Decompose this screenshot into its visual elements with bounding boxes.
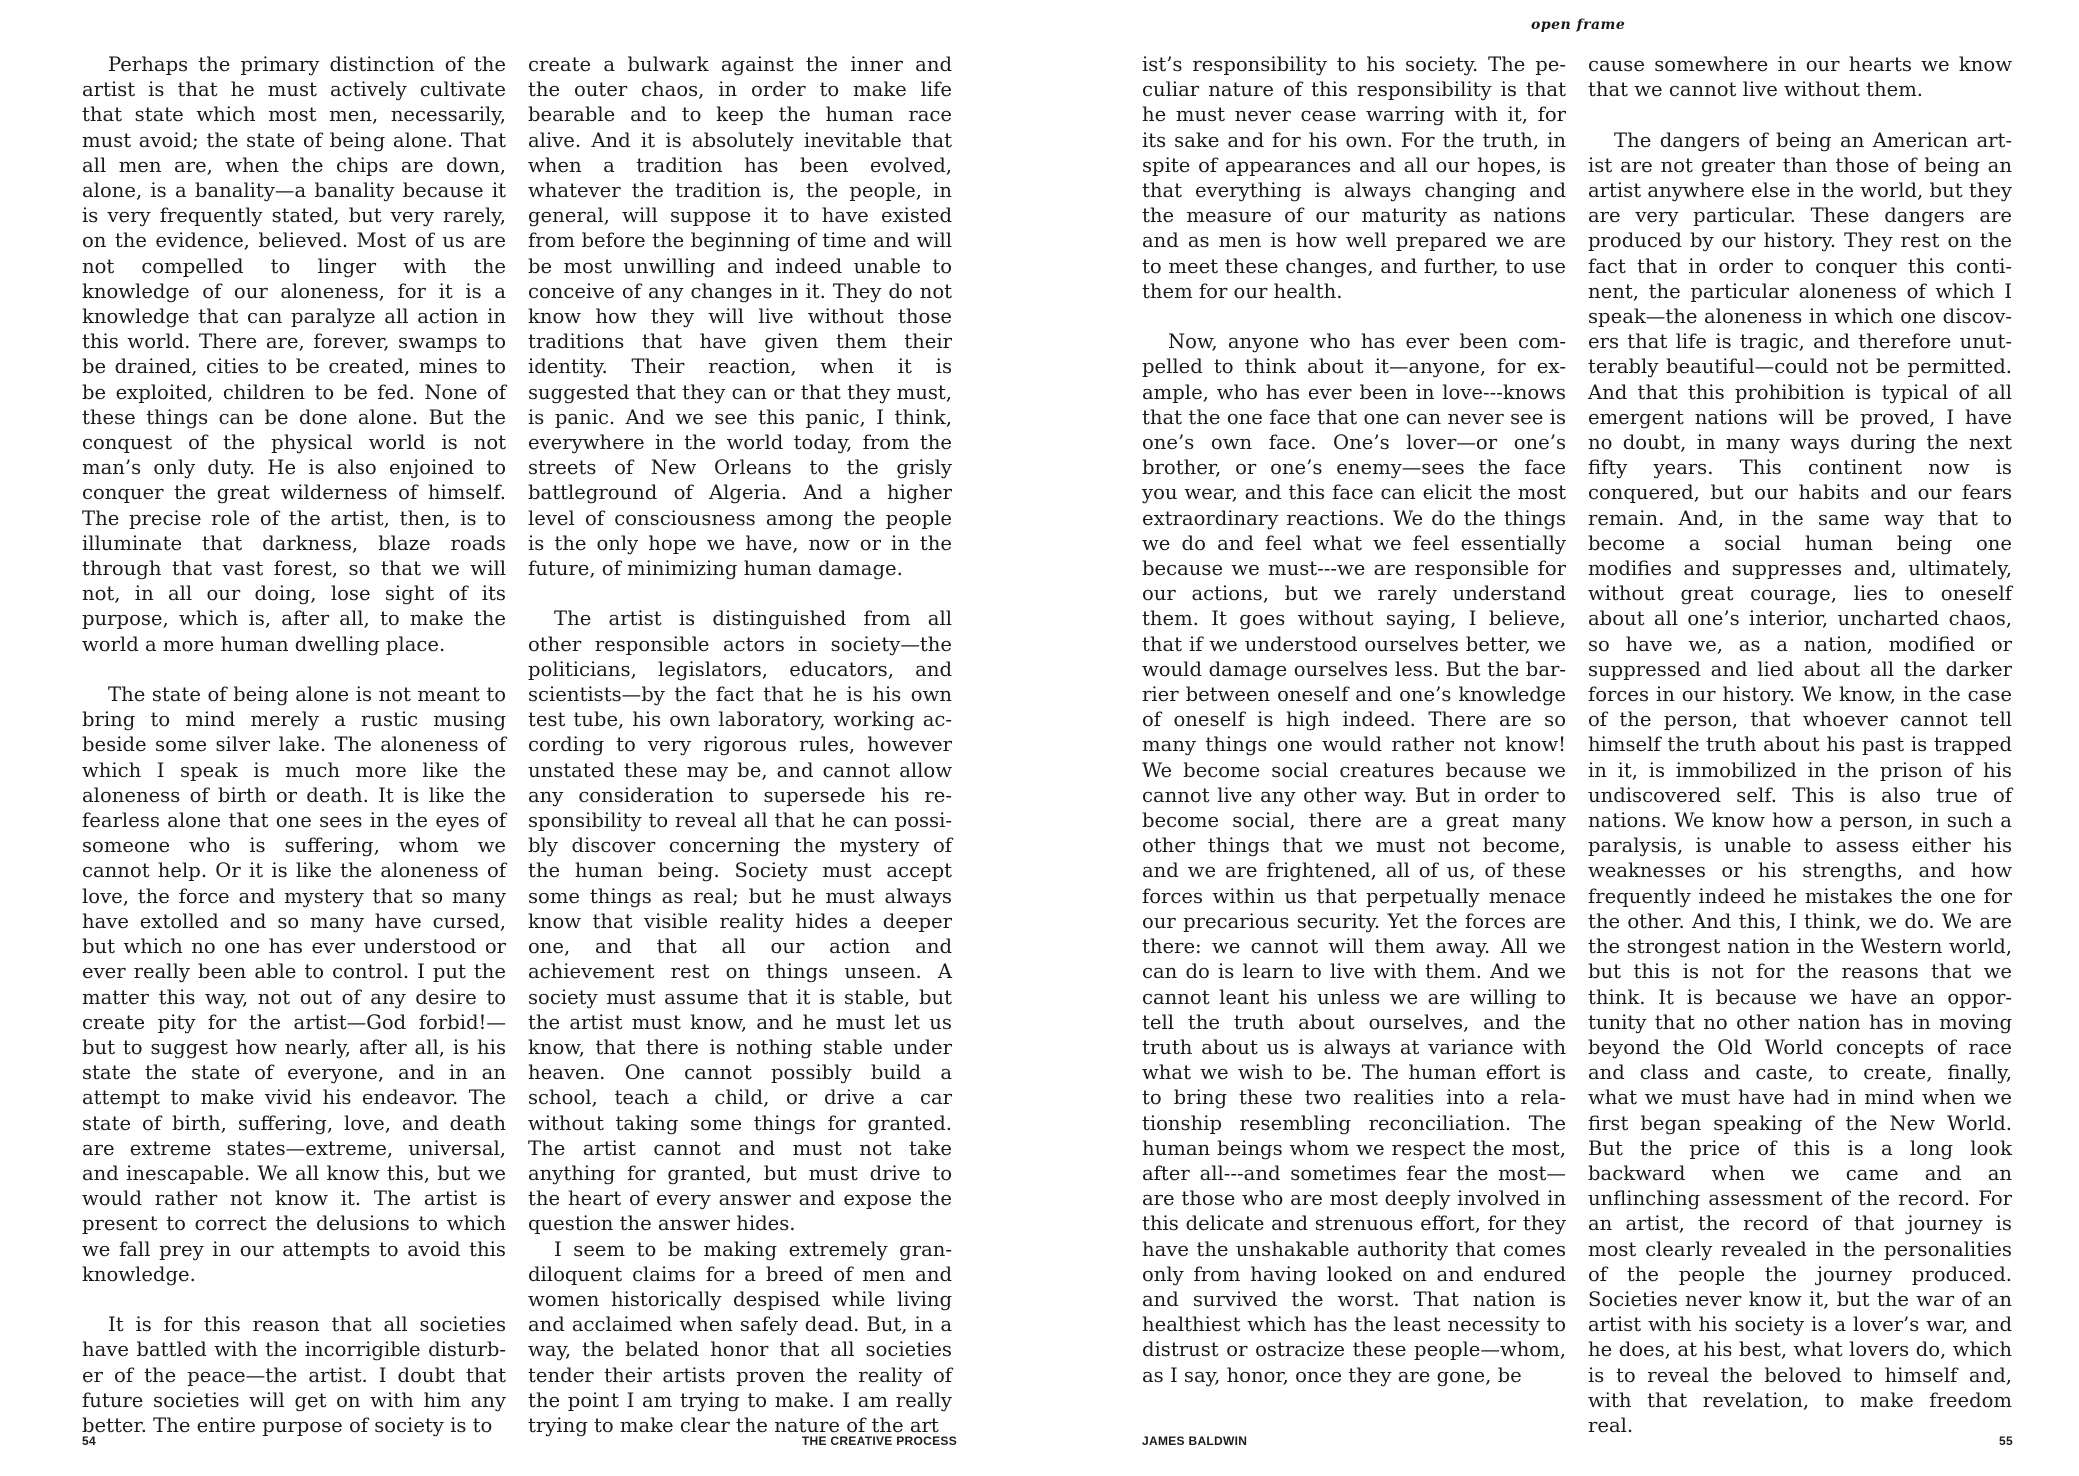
paragraph: ist’s responsibility to his society. The peculiar nature of this responsibility is that he must never cease warring with it, for its sake and for his own. For the truth, in spite of appearances and all our hopes, is that everything is always changing and the measure of our maturity as nations and as men is how well prepared we are to meet these changes, and further, to use them for our health.: [1142, 53, 1566, 303]
paragraph: create a bulwark against the inner and the outer chaos, in order to make life bearable and to keep the human race alive. And it is absolutely inevitable that when a tradition has been evolved, whatever the tradition is, the people, in general, will suppose it to have existed from before the beginning of time and will be most unwilling and indeed unable to conceive of any changes in it. They do not know how they will live without those traditions that have given them their identity. Their reaction, when it is suggested that they can or that they must, is panic. And we see this panic, I think, everywhere in the world today, from the streets of New Orleans to the grisly battleground of Algeria. And a higher level of consciousness among the people is the only hope we have, now or in the future, of minimizing human damage.: [528, 53, 952, 581]
page-number-left: 54: [82, 1434, 96, 1448]
running-title: THE CREATIVE PROCESS: [801, 1434, 957, 1448]
paragraph: Perhaps the primary distinction of the artist is that he must actively cultivate that state which most men, necessarily, must avoid; the state of being alone. That all men are, when the chips are down, alone, is a banality—a banality because it is very frequently stated, but very rarely, on the evidence, believed. Most of us are not compelled to linger with the knowledge of our aloneness, for it is a knowledge that can paralyze all action in this world. There are, forever, swamps to be drained, cities to be created, mines to be exploited, children to be fed. None of these things can be done alone. But the conquest of the physical world is not man’s only duty. He is also enjoined to conquer the great wilderness of himself. The precise role of the artist, then, is to illuminate that darkness, blaze roads through that vast forest, so that we will not, in all our doing, lose sight of its purpose, which is, after all, to make the world a more human dwelling place.: [82, 53, 506, 656]
left-page: [0, 0, 1039, 1476]
right-page: [1040, 0, 2079, 1476]
text-column-1: [82, 52, 506, 1438]
paragraph: I seem to be making extremely grandiloquent claims for a breed of men and women historically despised while living and acclaimed when safely dead. But, in a way, the belated honor that all societies tender their artists proven the reality of the point I am trying to make. I am really trying to make clear the nature of the art: [528, 1237, 952, 1437]
paragraph: cause somewhere in our hearts we know that we cannot live without them.: [1588, 53, 2012, 102]
section-header: open frame: [1531, 17, 1626, 33]
paragraph: The artist is distinguished from all other responsible actors in society—the politicians, legislators, educators, and scientists—by the fact that he is his own test tube, his own laboratory, working according to very rigorous rules, however unstated these may be, and cannot allow any consideration to supersede his responsibility to reveal all that he can possibly discover concerning the mystery of the human being. Society must accept some things as real; but he must always know that visible reality hides a deeper one, and that all our action and achievement rest on things unseen. A society must assume that it is stable, but the artist must know, and he must let us know, that there is nothing stable under heaven. One cannot possibly build a school, teach a child, or drive a car without taking some things for granted. The artist cannot and must not take anything for granted, but must drive to the heart of every answer and expose the question the answer hides.: [528, 607, 952, 1236]
text-column-2: [528, 52, 952, 1438]
text-column-4: [1588, 52, 2012, 1438]
page-number-right: 55: [1999, 1434, 2013, 1448]
paragraph: The state of being alone is not meant to bring to mind merely a rustic musing beside some silver lake. The aloneness of which I speak is much more like the aloneness of birth or death. It is like the fearless alone that one sees in the eyes of someone who is suffering, whom we cannot help. Or it is like the aloneness of love, the force and mystery that so many have extolled and so many have cursed, but which no one has ever understood or ever really been able to control. I put the matter this way, not out of any desire to create pity for the artist—God forbid!—but to suggest how nearly, after all, is his state the state of everyone, and in an attempt to make vivid his endeavor. The state of birth, suffering, love, and death are extreme states—extreme, universal, and inescapable. We all know this, but we would rather not know it. The artist is present to correct the delusions to which we fall prey in our attempts to avoid this knowledge.: [82, 683, 506, 1286]
text-column-3: [1142, 52, 1566, 1388]
paragraph: The dangers of being an American artist are not greater than those of being an artist anywhere else in the world, but they are very particular. These dangers are produced by our history. They rest on the fact that in order to conquer this continent, the particular aloneness of which I speak—the aloneness in which one discovers that life is tragic, and therefore unutterably beautiful—could not be permitted. And that this prohibition is typical of all emergent nations will be proved, I have no doubt, in many ways during the next fifty years. This continent now is conquered, but our habits and our fears remain. And, in the same way that to become a social human being one modifies and suppresses and, ultimately, without great courage, lies to oneself about all one’s interior, uncharted chaos, so have we, as a nation, modified or suppressed and lied about all the darker forces in our history. We know, in the case of the person, that whoever cannot tell himself the truth about his past is trapped in it, is immobilized in the prison of his undiscovered self. This is also true of nations. We know how a person, in such a paralysis, is unable to assess either his weaknesses or his strengths, and how frequently indeed he mistakes the one for the other. And this, I think, we do. We are the strongest nation in the Western world, but this is not for the reasons that we think. It is because we have an opportunity that no other nation has in moving beyond the Old World concepts of race and class and caste, to create, finally, what we must have had in mind when we first began speaking of the New World. But the price of this is a long look backward when we came and an unflinching assessment of the record. For an artist, the record of that journey is most clearly revealed in the personalities of the people the journey produced. Societies never know it, but the war of an artist with his society is a lover’s war, and he does, at his best, what lovers do, which is to reveal the beloved to himself and, with that revelation, to make freedom real.: [1588, 128, 2012, 1437]
running-author: JAMES BALDWIN: [1142, 1434, 1248, 1448]
paragraph: It is for this reason that all societies have battled with the incorrigible disturber of the peace—the artist. I doubt that future societies will get on with him any better. The entire purpose of society is to: [82, 1313, 506, 1437]
paragraph: Now, anyone who has ever been compelled to think about it—anyone, for example, who has ever been in love---knows that the one face that one can never see is one’s own face. One’s lover—or one’s brother, or one’s enemy—sees the face you wear, and this face can elicit the most extraordinary reactions. We do the things we do and feel what we feel essentially because we must---we are responsible for our actions, but we rarely understand them. It goes without saying, I believe, that if we understood ourselves better, we would damage ourselves less. But the barrier between oneself and one’s knowledge of oneself is high indeed. There are so many things one would rather not know! We become social creatures because we cannot live any other way. But in order to become social, there are a great many other things that we must not become, and we are frightened, all of us, of these forces within us that perpetually menace our precarious security. Yet the forces are there: we cannot will them away. All we can do is learn to live with them. And we cannot leant his unless we are willing to tell the truth about ourselves, and the truth about us is always at variance with what we wish to be. The human effort is to bring these two realities into a relationship resembling reconciliation. The human beings whom we respect the most, after all---and sometimes fear the most—are those who are most deeply involved in this delicate and strenuous effort, for they have the unshakable authority that comes only from having looked on and endured and survived the worst. That nation is healthiest which has the least necessity to distrust or ostracize these people—whom, as I say, honor, once they are gone, be: [1142, 330, 1566, 1387]
